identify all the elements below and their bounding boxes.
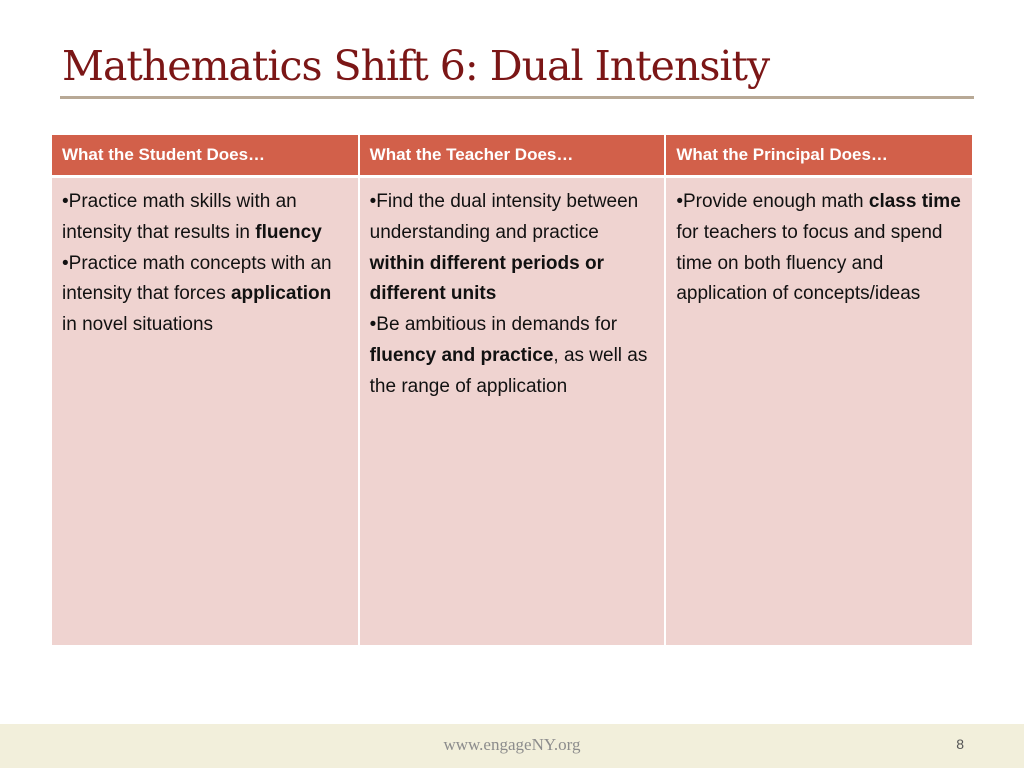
cell-principal: [665, 177, 972, 646]
roles-table: [52, 135, 972, 645]
student-bullet-2: •Practice math concepts with an intensity that forces application in novel situations: [62, 252, 332, 336]
principal-bullet-1: •Provide enough math class time for teachers to focus and spend time on both fluency and application of concepts/ideas: [676, 191, 961, 305]
table-header-row: [52, 135, 972, 177]
header-teacher: What the Teacher Does…: [359, 135, 666, 177]
student-bullet-1: •Practice math skills with an intensity that results in fluency: [62, 191, 322, 243]
roles-table-container: [52, 135, 972, 645]
footer-band: [0, 724, 1024, 768]
title-underline: [60, 96, 974, 99]
cell-teacher: [359, 177, 666, 646]
page-number: 8: [956, 736, 964, 752]
cell-student: [52, 177, 359, 646]
footer-url: www.engageNY.org: [443, 735, 581, 754]
slide-title: Mathematics Shift 6: Dual Intensity: [62, 42, 770, 90]
teacher-bullet-1: •Find the dual intensity between understanding and practice within different periods or different units: [369, 191, 639, 305]
header-principal: What the Principal Does…: [665, 135, 972, 177]
teacher-bullet-2: •Be ambitious in demands for fluency and practice, as well as the range of application: [369, 314, 648, 397]
table-row: [52, 177, 972, 646]
header-student: What the Student Does…: [52, 135, 359, 177]
